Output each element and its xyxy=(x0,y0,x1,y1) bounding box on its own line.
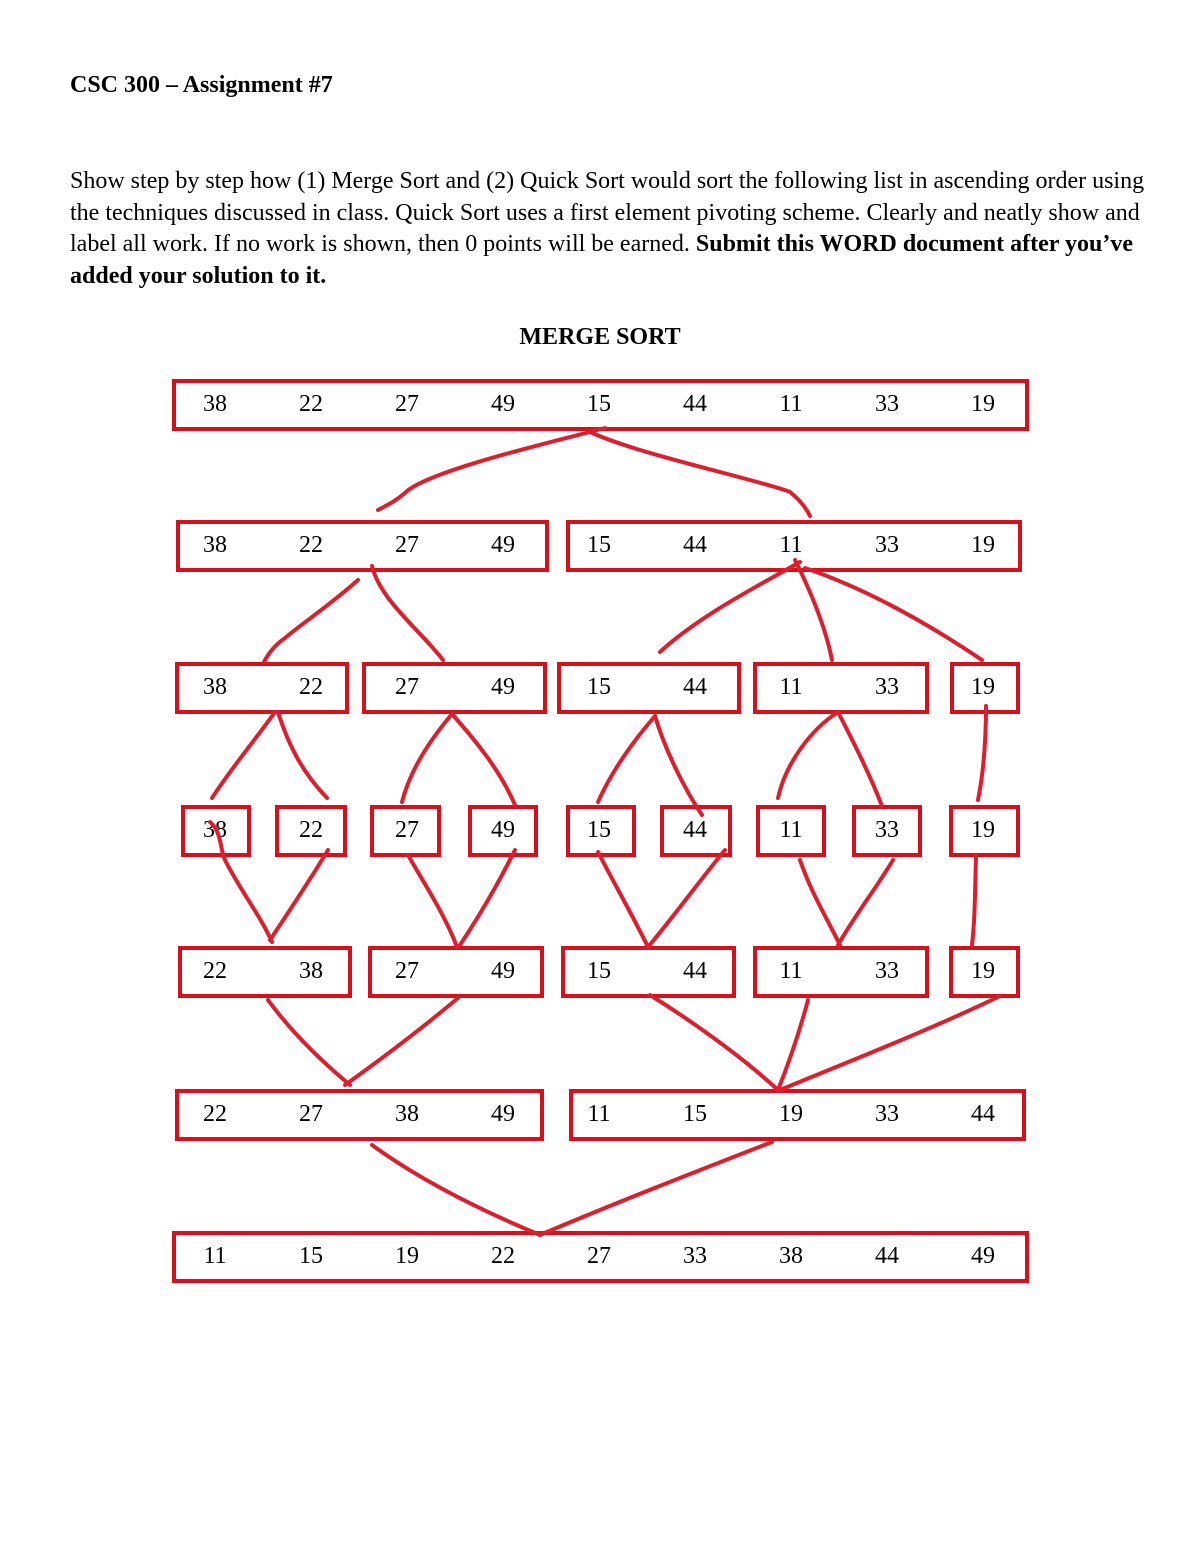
array-value: 11 xyxy=(779,674,803,700)
array-value: 44 xyxy=(683,532,707,558)
array-value: 27 xyxy=(299,1101,323,1127)
array-value: 44 xyxy=(683,391,707,417)
array-value: 19 xyxy=(971,817,995,843)
array-value: 22 xyxy=(203,958,227,984)
split-line xyxy=(655,716,702,815)
array-value: 11 xyxy=(779,958,803,984)
split-line xyxy=(378,428,605,510)
document-title: CSC 300 – Assignment #7 xyxy=(70,72,333,98)
merge-line xyxy=(460,850,515,945)
array-value: 15 xyxy=(587,674,611,700)
split-line xyxy=(978,706,986,800)
array-value: 22 xyxy=(203,1101,227,1127)
array-value: 15 xyxy=(587,532,611,558)
merge-line xyxy=(540,1142,772,1235)
array-value: 49 xyxy=(491,817,515,843)
array-value: 49 xyxy=(491,674,515,700)
merge-line xyxy=(270,850,328,940)
merge-line xyxy=(372,1145,540,1235)
merge-line xyxy=(972,856,976,945)
array-value: 44 xyxy=(683,817,707,843)
array-value: 19 xyxy=(395,1243,419,1269)
split-line xyxy=(805,568,982,660)
merge-line xyxy=(838,860,893,945)
array-value: 11 xyxy=(587,1101,611,1127)
array-value: 22 xyxy=(299,674,323,700)
split-line xyxy=(590,432,810,516)
array-value: 19 xyxy=(971,674,995,700)
array-value: 44 xyxy=(875,1243,899,1269)
array-value: 19 xyxy=(971,391,995,417)
array-value: 27 xyxy=(395,674,419,700)
array-value: 15 xyxy=(587,391,611,417)
array-value: 38 xyxy=(395,1101,419,1127)
array-value: 27 xyxy=(395,532,419,558)
array-value: 15 xyxy=(683,1101,707,1127)
array-value: 22 xyxy=(491,1243,515,1269)
array-value: 33 xyxy=(875,1101,899,1127)
split-line xyxy=(598,716,655,802)
split-line xyxy=(278,712,327,798)
array-value: 38 xyxy=(779,1243,803,1269)
instructions-submit-note: Submit this WORD document after you’ve added your solution to it. xyxy=(70,231,1133,289)
split-line xyxy=(372,566,443,660)
split-line xyxy=(778,712,838,798)
merge-line xyxy=(598,852,648,947)
array-value: 11 xyxy=(203,1243,227,1269)
array-value: 15 xyxy=(587,817,611,843)
split-line xyxy=(212,712,275,798)
array-value: 15 xyxy=(299,1243,323,1269)
array-value: 19 xyxy=(971,532,995,558)
array-value: 19 xyxy=(779,1101,803,1127)
array-value: 38 xyxy=(203,674,227,700)
merge-line xyxy=(648,850,725,947)
array-value: 38 xyxy=(299,958,323,984)
split-line xyxy=(660,562,800,652)
merge-line xyxy=(268,1000,350,1085)
array-value: 49 xyxy=(491,391,515,417)
array-value: 38 xyxy=(203,532,227,558)
array-value: 44 xyxy=(683,958,707,984)
array-value: 22 xyxy=(299,391,323,417)
array-value: 38 xyxy=(203,391,227,417)
array-value: 49 xyxy=(491,1101,515,1127)
array-value: 15 xyxy=(587,958,611,984)
array-value: 49 xyxy=(491,532,515,558)
merge-line xyxy=(650,995,778,1090)
array-value: 19 xyxy=(971,958,995,984)
merge-line xyxy=(778,1000,808,1090)
array-value: 33 xyxy=(875,817,899,843)
split-line xyxy=(452,714,515,805)
array-value: 11 xyxy=(779,817,803,843)
array-value: 27 xyxy=(587,1243,611,1269)
split-line xyxy=(838,712,882,806)
array-value: 22 xyxy=(299,532,323,558)
split-line xyxy=(402,714,452,802)
merge-line xyxy=(408,855,457,947)
array-value: 44 xyxy=(971,1101,995,1127)
merge-sort-heading: MERGE SORT xyxy=(519,324,681,350)
array-value: 49 xyxy=(491,958,515,984)
split-line xyxy=(264,580,358,662)
array-value: 33 xyxy=(875,958,899,984)
annotation-lines xyxy=(210,428,1000,1235)
merge-line xyxy=(345,998,458,1085)
array-value: 11 xyxy=(779,391,803,417)
array-value: 49 xyxy=(971,1243,995,1269)
array-value: 33 xyxy=(875,391,899,417)
array-value: 27 xyxy=(395,817,419,843)
array-value: 11 xyxy=(779,532,803,558)
merge-line xyxy=(780,996,1000,1090)
instructions-text: Show step by step how (1) Merge Sort and (2) Quick Sort would sort the following list in ascending order using the techniques discussed in class. Quick Sort uses a first element pivoting scheme. Clearly and neatly show and label all work. If no work is shown, then 0 points will be earned. xyxy=(70,168,1145,257)
array-value: 22 xyxy=(299,817,323,843)
array-value: 33 xyxy=(683,1243,707,1269)
array-value: 33 xyxy=(875,674,899,700)
array-value: 27 xyxy=(395,958,419,984)
array-value: 33 xyxy=(875,532,899,558)
array-value: 44 xyxy=(683,674,707,700)
array-value: 27 xyxy=(395,391,419,417)
merge-line xyxy=(210,822,272,942)
merge-line xyxy=(800,860,840,945)
array-value: 38 xyxy=(203,817,227,843)
